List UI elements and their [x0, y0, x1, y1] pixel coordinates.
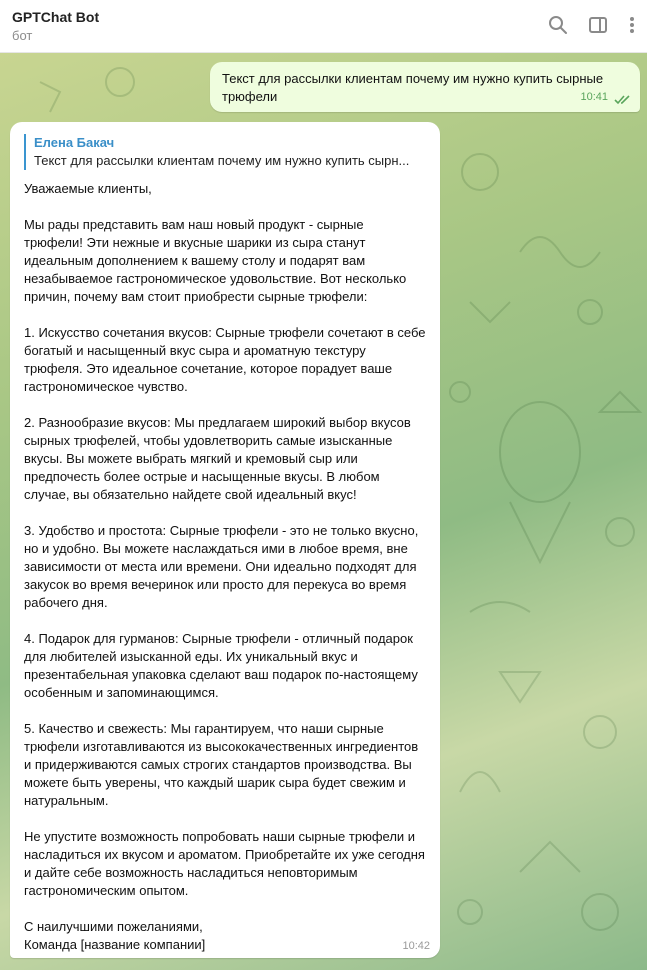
more-menu-button[interactable] [619, 12, 645, 38]
sidebar-toggle-button[interactable] [585, 12, 611, 38]
incoming-message-time: 10:42 [402, 940, 430, 952]
outgoing-message-time: 10:41 [580, 91, 608, 103]
chat-header [0, 0, 647, 53]
sidebar-toggle-icon [588, 15, 608, 35]
double-check-icon [614, 95, 632, 105]
outgoing-message[interactable] [210, 62, 640, 112]
chat-subtitle: бот [12, 28, 33, 43]
reply-quote[interactable] [24, 134, 426, 170]
incoming-message-text: Уважаемые клиенты, Мы рады представить вам наш новый продукт - сырные трюфели! Эти нежные и вкусные шарики из сыра станут идеальным дополнением к вашему столу и подарят вам незабываемое гастрономическое удовольствие. Вот несколько причин, почему вам стоит приобрести сырные трюфели: 1. Искусство сочетания вкусов: Сырные трюфели сочетают в себе богатый и насыщенный вкус сыра и ароматную текстуру трюфеля. Это идеальное сочетание, которое порадует ваше гастрономическое чувство. 2. Разнообразие вкусов: Мы предлагаем широкий выбор вкусов сырных трюфелей, чтобы удовлетворить самые изысканные вкусы. Вы можете выбрать мягкий и кремовый сыр или предпочесть более острые и насыщенные вкусы. В любом случае, вы обязательно найдете свой идеальный вкус! 3. Удобство и простота: Сырные трюфели - это не только вкусно, но и удобно. Вы можете наслаждаться ими в любое время, вне зависимости от места или времени. Они идеально подходят для закусок во время вечеринок или просто для перекуса во время рабочего дня. 4. Подарок для гурманов: Сырные трюфели - отличный подарок для любителей изысканной еды. Их уникальный вкус и презентабельная упаковка сделают ваш подарок по-настоящему особенным и запоминающимся. 5. Качество и свежесть: Мы гарантируем, что наши сырные трюфели изготавливаются из высококачественных ингредиентов и придерживаются самых строгих стандартов производства. Вы можете быть уверены, что каждый шарик сыра будет свежим и натуральным. Не упустите возможность попробовать наши сырные трюфели и насладиться их вкусом и ароматом. Приобретайте их уже сегодня и дайте себе возможность насладиться неповторимым гастрономическим опытом. С наилучшими пожеланиями, Команда [название компании] [24, 181, 426, 952]
more-vertical-icon [628, 15, 636, 35]
reply-preview: Текст для рассылки клиентам почему им нужно купить сырн... [34, 153, 410, 168]
search-button[interactable] [545, 12, 571, 38]
reply-author: Елена Бакач [34, 135, 115, 150]
search-icon [548, 15, 568, 35]
chat-title[interactable]: GPTChat Bot [12, 9, 100, 25]
incoming-message[interactable] [10, 122, 440, 958]
chat-area[interactable] [0, 52, 647, 970]
outgoing-message-text: Текст для рассылки клиентам почему им нужно купить сырные трюфели [222, 71, 604, 104]
